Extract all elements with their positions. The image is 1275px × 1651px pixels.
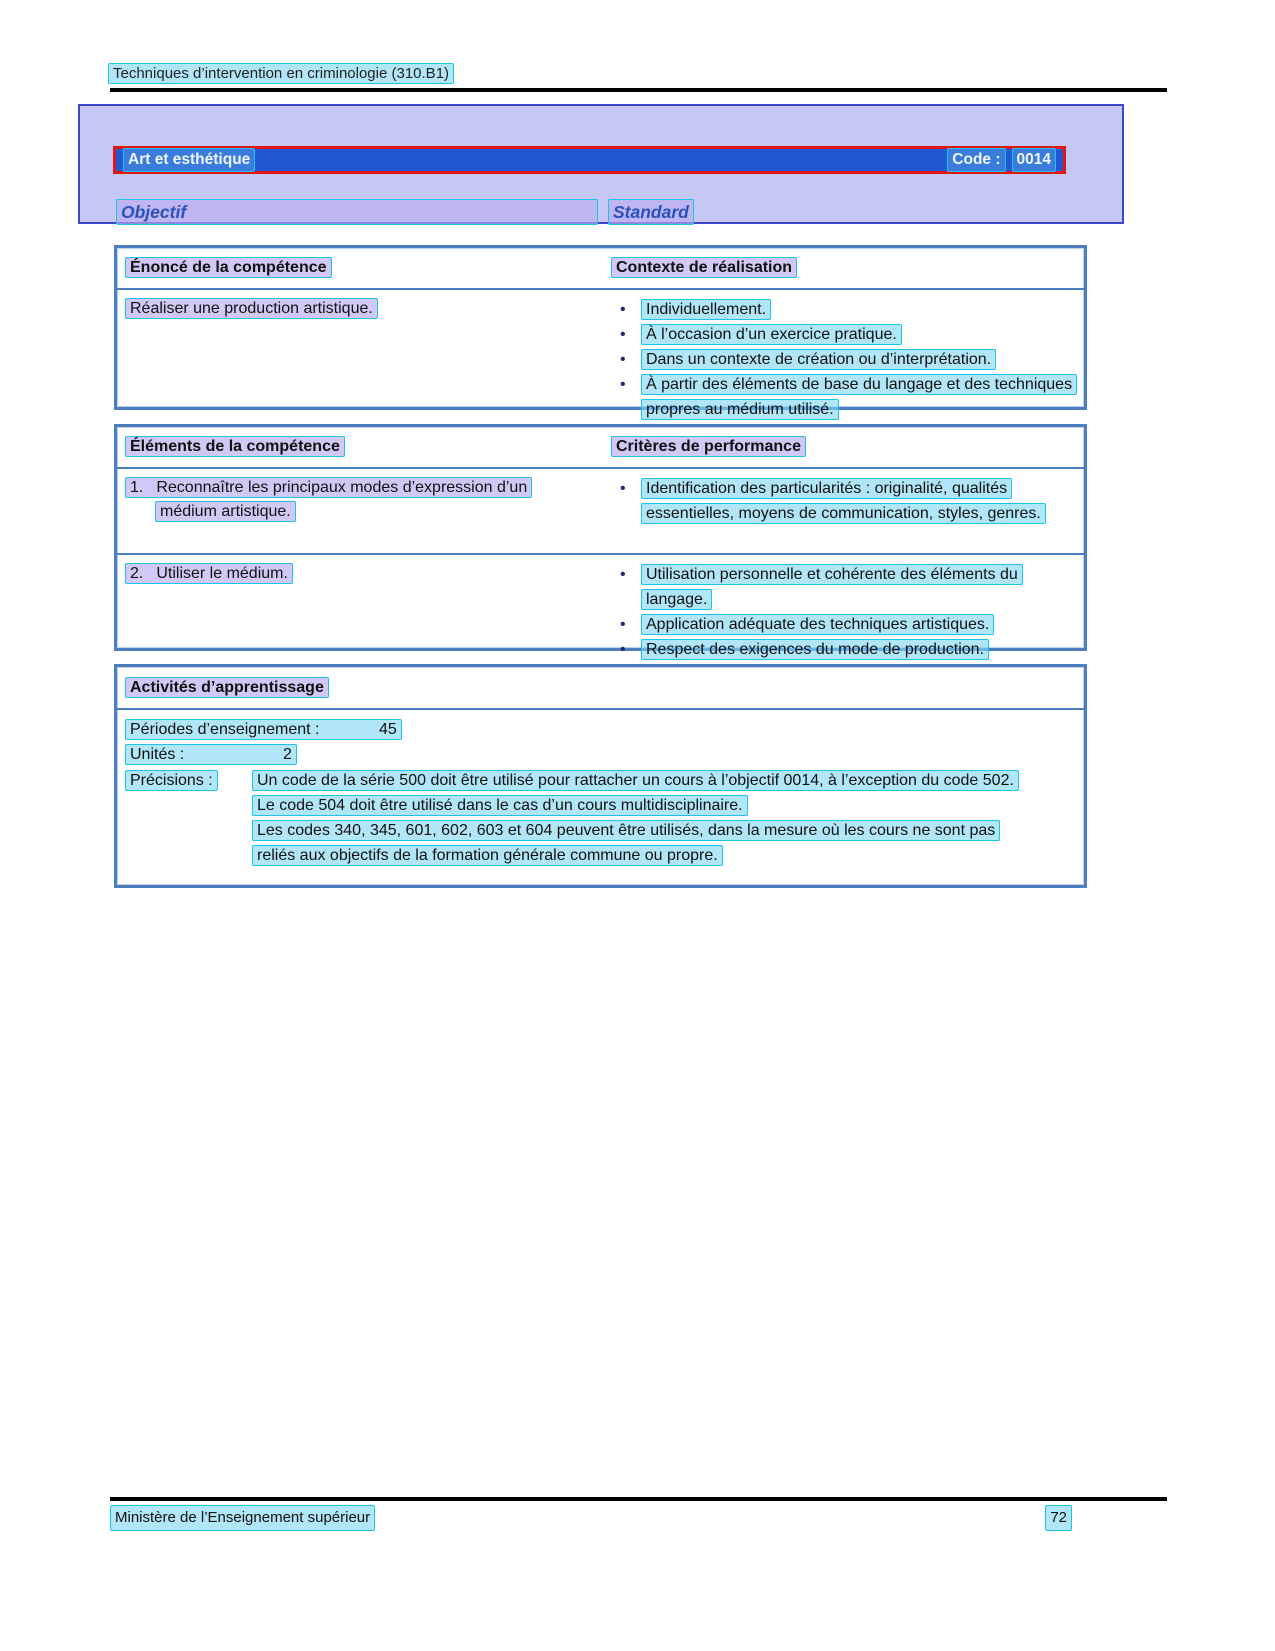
banner-title-bar <box>113 146 1066 174</box>
element-text: Reconnaître les principaux modes d’expression d’un médium artistique. <box>156 478 528 520</box>
precisions-text <box>252 768 1074 868</box>
contexte-header-cell <box>603 256 1084 281</box>
banner-title: Art et esthétique <box>123 148 255 172</box>
activities-body <box>117 710 1084 876</box>
periods-field <box>125 719 402 740</box>
competence-statement-cell <box>117 290 603 430</box>
element-text: Utiliser le médium. <box>156 564 288 582</box>
units-label: Unités : <box>130 745 185 763</box>
precision-paragraph <box>252 768 1074 793</box>
precisions-label: Précisions : <box>125 770 218 791</box>
elements-table <box>114 424 1087 658</box>
code-label: Code : <box>947 148 1005 172</box>
element-item <box>125 477 532 523</box>
periods-line <box>125 717 1074 742</box>
element-cell <box>117 555 603 670</box>
precisions-label-wrap <box>125 768 243 793</box>
context-bullet-text: Individuellement. <box>641 299 771 320</box>
element-item <box>125 563 293 584</box>
criteria-bullet <box>611 637 1074 662</box>
precision-paragraph <box>252 793 1074 818</box>
context-bullet <box>611 297 1074 322</box>
context-bullet <box>611 322 1074 347</box>
criteria-cell <box>603 555 1084 670</box>
footer-rule <box>110 1497 1167 1501</box>
elements-row <box>117 469 1084 555</box>
objectif-heading: Objectif <box>116 199 598 225</box>
precision-text: Le code 504 doit être utilisé dans le cas d’un cours multidisciplinaire. <box>252 795 748 816</box>
section-headings <box>116 199 694 225</box>
code-value: 0014 <box>1012 148 1056 172</box>
criteria-bullet <box>611 612 1074 637</box>
competence-table-header <box>117 248 1084 290</box>
competence-table-body <box>117 290 1084 430</box>
context-bullet-text: À partir des éléments de base du langage et des techniques propres au médium utilisé. <box>641 374 1077 420</box>
footer-page-number: 72 <box>1045 1505 1072 1531</box>
context-bullet-text: Dans un contexte de création ou d’interprétation. <box>641 349 996 370</box>
context-bullet <box>611 347 1074 372</box>
elements-table-header <box>117 427 1084 469</box>
activities-header: Activités d’apprentissage <box>125 677 329 698</box>
criteria-bullet-text: Utilisation personnelle et cohérente des éléments du langage. <box>641 564 1023 610</box>
context-bullet-text: À l’occasion d’un exercice pratique. <box>641 324 902 345</box>
precisions-block <box>125 768 1074 868</box>
elements-row <box>117 555 1084 670</box>
precision-paragraph <box>252 818 1030 868</box>
periods-label: Périodes d’enseignement : <box>130 720 320 738</box>
banner <box>78 104 1124 224</box>
units-value: 2 <box>283 745 292 763</box>
units-field <box>125 744 297 765</box>
context-bullet-list <box>611 297 1074 422</box>
page-header <box>108 62 454 87</box>
competence-statement: Réaliser une production artistique. <box>125 298 378 319</box>
activities-header-row <box>117 667 1084 710</box>
criteria-bullet-text: Respect des exigences du mode de production. <box>641 639 989 660</box>
precision-text: Un code de la série 500 doit être utilisé pour rattacher un cours à l’objectif 0014, à l’exception du code 502. <box>252 770 1019 791</box>
criteria-bullet <box>611 562 1074 612</box>
criteria-bullet-text: Identification des particularités : originalité, qualités essentielles, moyens de communication, styles, genres. <box>641 478 1046 524</box>
contexte-header: Contexte de réalisation <box>611 257 797 278</box>
page-footer <box>110 1505 1167 1531</box>
header-rule <box>110 88 1167 92</box>
criteria-bullet-text: Application adéquate des techniques artistiques. <box>641 614 994 635</box>
criteres-header-cell <box>603 435 1084 460</box>
footer-ministry: Ministère de l’Enseignement supérieur <box>110 1505 375 1531</box>
units-line <box>125 742 1074 767</box>
criteria-bullet-list <box>611 562 1074 662</box>
banner-code <box>947 148 1056 172</box>
criteria-bullet-list <box>611 476 1074 526</box>
criteres-header: Critères de performance <box>611 436 806 457</box>
periods-value: 45 <box>379 720 397 738</box>
activities-box <box>114 664 1087 888</box>
elements-header-cell <box>117 435 603 460</box>
context-cell <box>603 290 1084 430</box>
criteria-bullet <box>611 476 1074 526</box>
element-number: 2. <box>130 564 144 582</box>
context-bullet <box>611 372 1074 422</box>
criteria-cell <box>603 469 1084 553</box>
enonce-header: Énoncé de la compétence <box>125 257 332 278</box>
element-number: 1. <box>130 478 144 496</box>
element-cell <box>117 469 603 553</box>
precision-text: Les codes 340, 345, 601, 602, 603 et 604 peuvent être utilisés, dans la mesure où les cours ne sont pas reliés aux objectifs de la formation générale commune ou propre. <box>252 820 1000 866</box>
page-header-title: Techniques d’intervention en criminologie (310.B1) <box>108 63 454 84</box>
competence-table <box>114 245 1087 418</box>
enonce-header-cell <box>117 256 603 281</box>
elements-header: Éléments de la compétence <box>125 436 345 457</box>
standard-heading: Standard <box>608 199 694 225</box>
